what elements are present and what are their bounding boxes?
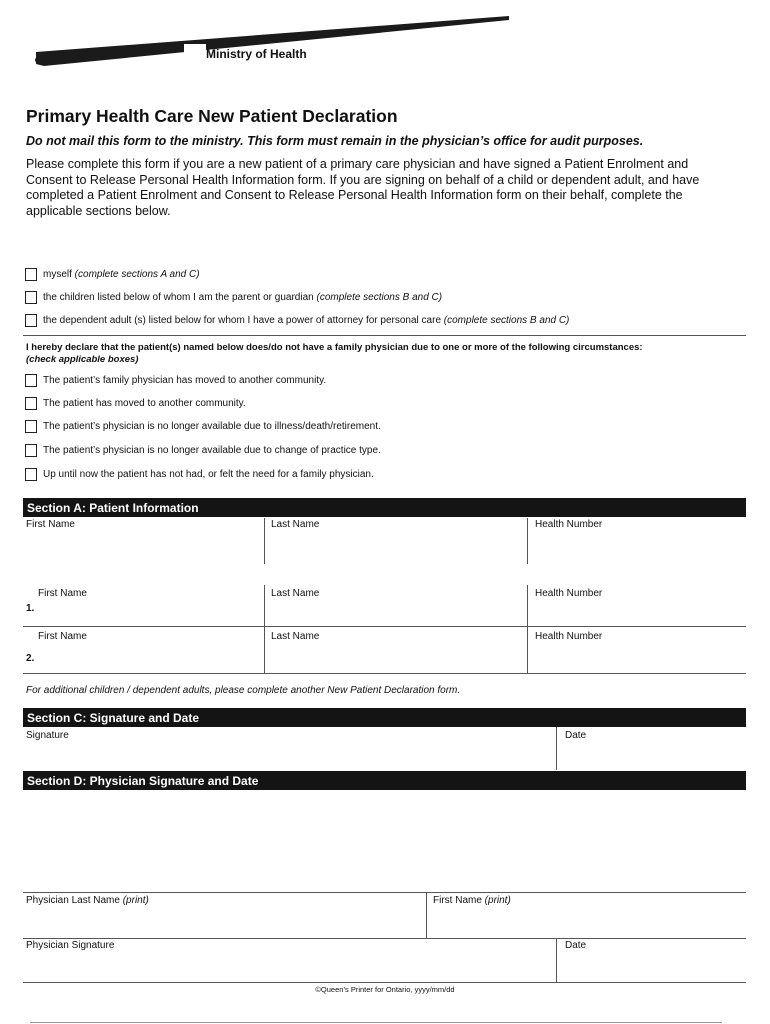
child-last-name-field[interactable]: Last Name (271, 588, 320, 599)
first-name-field[interactable]: First Name (26, 519, 75, 530)
field-divider (264, 585, 265, 673)
physician-first-name-field[interactable] (433, 895, 511, 906)
intro-paragraph: Please complete this form if you are a new patient of a primary care physician and have signed a Patient Enrolment and Consent to Release Personal Health Information form. If you are signing on behalf of a child or dependent adult, and have completed a Patient Enrolment and Consent to Release Personal Health Information form on their behalf, complete the applicable sections below. (26, 157, 700, 218)
copyright-footer: ©Queen’s Printer for Ontario, yyyy/mm/dd (315, 985, 455, 994)
circumstance-option[interactable] (25, 466, 374, 482)
circumstance-label: Up until now the patient has not had, or felt the need for a family physician. (43, 468, 374, 480)
circumstance-label: The patient’s physician is no longer available due to change of practice type. (43, 444, 381, 456)
option-label: the dependent adult (s) listed below for whom I have a power of attorney for personal care (43, 314, 444, 326)
divider (23, 335, 746, 336)
health-number-field[interactable]: Health Number (535, 519, 603, 530)
declaration-text (26, 342, 643, 366)
field-divider (556, 938, 557, 982)
row-number: 2. (26, 653, 35, 664)
circumstance-label: The patient’s physician is no longer available due to illness/death/retirement. (43, 420, 381, 432)
checkbox[interactable] (25, 314, 37, 327)
declaration-hint: (check applicable boxes) (26, 354, 139, 365)
circumstance-label: The patient has moved to another community. (43, 397, 246, 409)
section-d-header: Section D: Physician Signature and Date (23, 771, 746, 790)
field-hint: (print) (484, 895, 511, 906)
circumstance-option[interactable] (25, 395, 246, 411)
field-label: First Name (433, 895, 485, 906)
signer-option-myself[interactable] (25, 266, 200, 282)
divider (23, 982, 746, 983)
date-field[interactable]: Date (565, 730, 587, 741)
ministry-name: Ministry of Health (206, 47, 307, 61)
checkbox[interactable] (25, 444, 37, 457)
child-last-name-field[interactable]: Last Name (271, 631, 320, 642)
divider (23, 892, 746, 893)
signer-option-dependent-adult[interactable] (25, 312, 569, 328)
divider (23, 626, 746, 627)
circumstance-option[interactable] (25, 418, 381, 434)
divider (23, 938, 746, 939)
circumstance-option[interactable] (25, 372, 326, 388)
checkbox[interactable] (25, 291, 37, 304)
child-health-number-field[interactable]: Health Number (535, 631, 603, 642)
field-divider (527, 518, 528, 564)
checkbox[interactable] (25, 268, 37, 281)
signature-field[interactable]: Signature (26, 730, 69, 741)
divider (23, 673, 746, 674)
section-c-header: Section C: Signature and Date (23, 708, 746, 727)
checkbox[interactable] (25, 397, 37, 410)
row-number: 1. (26, 603, 35, 614)
option-hint: (complete sections B and C) (316, 291, 443, 303)
child-first-name-field[interactable]: First Name (38, 588, 87, 599)
circumstance-label: The patient’s family physician has moved to another community. (43, 374, 327, 386)
field-divider (556, 727, 557, 770)
signer-option-children[interactable] (25, 289, 442, 305)
option-hint: (complete sections A and C) (74, 268, 200, 280)
declaration-statement: I hereby declare that the patient(s) named below does/do not have a family physician due to one or more of the following circumstances: (26, 342, 643, 353)
field-label: Physician Last Name (26, 895, 123, 906)
circumstance-option[interactable] (25, 442, 381, 458)
page-edge (30, 1022, 722, 1023)
field-divider (426, 892, 427, 938)
field-divider (527, 585, 528, 673)
physician-date-field[interactable]: Date (565, 940, 587, 951)
checkbox[interactable] (25, 420, 37, 433)
warning-text: Do not mail this form to the ministry. This form must remain in the physician’s office for audit purposes. (26, 134, 644, 148)
checkbox[interactable] (25, 374, 37, 387)
field-divider (264, 518, 265, 564)
page-title: Primary Health Care New Patient Declaration (26, 106, 398, 126)
field-hint: (print) (122, 895, 149, 906)
physician-signature-field[interactable]: Physician Signature (26, 940, 115, 951)
last-name-field[interactable]: Last Name (271, 519, 320, 530)
child-first-name-field[interactable]: First Name (38, 631, 87, 642)
child-health-number-field[interactable]: Health Number (535, 588, 603, 599)
checkbox[interactable] (25, 468, 37, 481)
option-hint: (complete sections B and C) (443, 314, 570, 326)
physician-last-name-field[interactable] (26, 895, 149, 906)
option-label: the children listed below of whom I am the parent or guardian (43, 291, 317, 303)
additional-note: For additional children / dependent adults, please complete another New Patient Declaration form. (26, 685, 461, 696)
section-a-header: Section A: Patient Information (23, 498, 746, 517)
option-label: myself (43, 268, 75, 280)
